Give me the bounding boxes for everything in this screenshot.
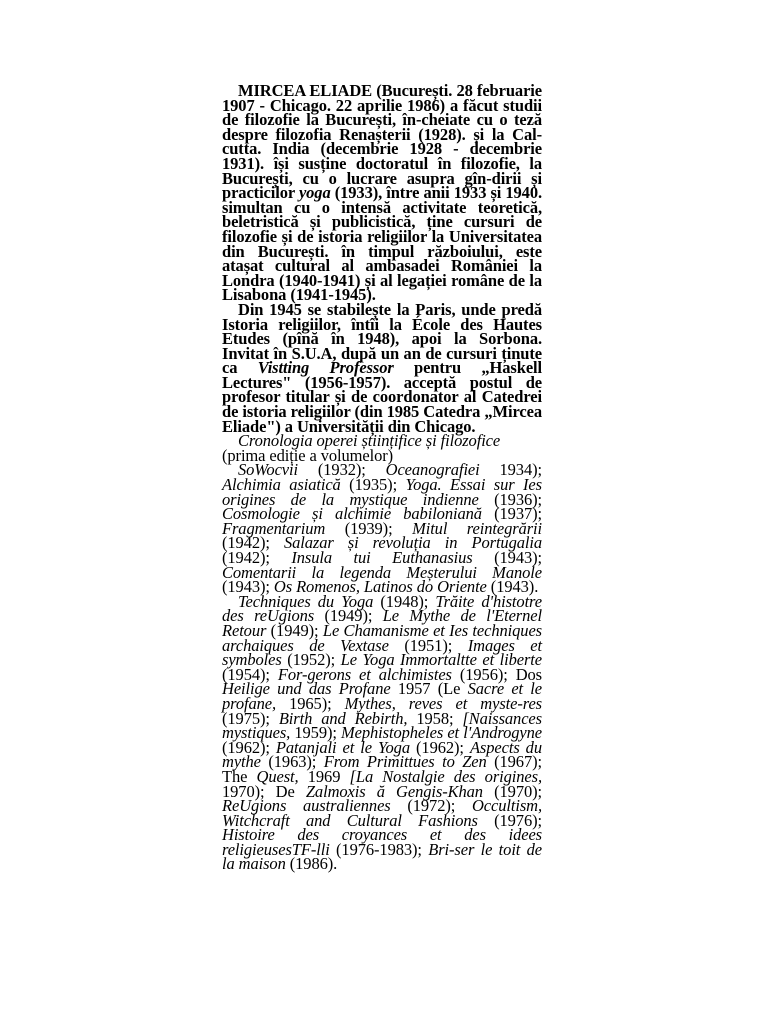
emphasized-text-run: [La Nostalgie des origines, — [349, 766, 542, 786]
text-run: 1965); — [276, 693, 345, 713]
emphasized-text-run: Zalmoxis ă Gengis-Khan — [305, 781, 483, 801]
emphasized-text-run: Cosmologie și alchimie babiloniană — [222, 504, 482, 524]
text-run: (1962); — [409, 737, 470, 757]
emphasized-text-run: Insula tui Euthanasius — [291, 548, 473, 567]
text-run: (1972); — [390, 796, 472, 816]
text-run: (1949); — [314, 606, 383, 626]
text-run: pentru „Haskell Lectures" (1956-1957). acceptă postul de profesor titular și de coordonator al Catedrei de istoria religiilor (din 1985 Catedra „Mircea Eliade") a Universității din Chicago. — [222, 358, 543, 436]
emphasized-text-run: Patanjali et le Yoga — [275, 737, 410, 757]
emphasized-text-run: Salazar și revoluția in Portugalia — [283, 533, 542, 553]
emphasized-text-run: Mephistopheles et l'Androgyne — [341, 723, 543, 743]
text-run: (1948); — [373, 591, 436, 611]
emphasized-text-run: Aspects du mythe — [222, 737, 542, 772]
works-list-paragraph-2 — [222, 591, 543, 874]
text-run: 1957 (Le — [390, 679, 468, 699]
text-run: Din 1945 se stabilește la Paris, unde predă Istoria religiilor, întîi la École des Hautes Etudes (pînă în 1948), apoi la Sorbona. Invitat în S.U.A, după un an de cursuri ținute ca — [222, 299, 542, 378]
emphasized-text-run: yoga — [298, 183, 331, 203]
text-run: (1976-1983); — [329, 839, 429, 859]
emphasized-text-run: Yoga. Essai sur Ies origines de la mystique indienne — [222, 475, 542, 509]
emphasized-text-run: Heilige und das Profane — [222, 679, 391, 699]
emphasized-text-run: Histoire des croyances et des idees religieusesTF-lli — [222, 825, 542, 859]
emphasized-text-run: Oceanografiei — [385, 460, 480, 480]
text-run: (1933), între anii 1933 și 1940. simultan cu o intensă activitate teoretică, beletristică și publicistică, ține cursuri de filozofie și de istoria religiilor la Universitatea din București. în timpul războiului, este atașat cultural al ambasadei României la Londra (1940-1941) și al legației române de la Lisabona (1941-1945). — [222, 183, 542, 305]
emphasized-text-run: Os Romenos, Latinos do Oriente — [273, 577, 487, 597]
text-run: (1951); — [388, 635, 468, 655]
emphasized-text-run: Quest, — [256, 766, 299, 786]
emphasized-text-run: Le Mythe de l'Eternel Retour — [222, 606, 542, 640]
emphasized-text-run: Bri-ser le toit de la maison — [222, 839, 543, 874]
text-run: 1958; — [407, 708, 463, 728]
emphasized-text-run: [Naissances mystiques, — [222, 708, 542, 743]
chronology-heading — [222, 431, 542, 465]
text-run: (1943); — [222, 577, 274, 597]
emphasized-text-run: Vistting Professor — [257, 358, 394, 378]
text-run: (1937); — [481, 504, 542, 524]
text-run: (1954); — [222, 664, 278, 684]
emphasized-text-run: SoWocvii — [238, 460, 298, 480]
text-run: (1956); Dos — [451, 664, 543, 684]
text-run: (1949); — [266, 620, 323, 640]
text-run: (1962); — [222, 737, 276, 757]
emphasized-text-run: Alchimia asiatică — [222, 475, 341, 495]
text-run: 1969 — [298, 766, 350, 786]
text-run: (1963); — [260, 752, 324, 772]
text-run: (1986). — [285, 854, 338, 874]
emphasized-text-run: Comentarii la legenda Meșterului Manole — [222, 562, 542, 582]
text-run: (1943). — [486, 577, 539, 597]
text-run: (1935); — [340, 475, 406, 495]
emphasized-text-run: Techniques du Yoga — [238, 591, 374, 611]
emphasized-text-run: Occultism, Witchcraft and Cultural Fashions — [222, 796, 542, 830]
emphasized-text-run: Fragmentarium — [222, 518, 326, 538]
biography-paragraph-2 — [222, 299, 543, 436]
text-run: (1942); — [222, 548, 292, 567]
text-run: 1959); — [290, 723, 342, 743]
text-run: (1970); — [482, 781, 542, 801]
emphasized-text-run: Sacre et le profane, — [222, 679, 542, 713]
emphasized-text-run: Le Yoga Immortaltte et liberte — [340, 650, 542, 670]
text-run: (1952); — [281, 650, 341, 670]
text-run: MIRCEA ELIADE (București. 28 februarie 1907 - Chicago. 22 aprilie 1986) a făcut studii de filozofie la București, în-cheiate cu o teză despre filozofia Renașterii (1928). și la Cal-cutta. India (decembrie 1928 - decembrie 1931). își susține doctoratul în filozofie, la București, cu o lucrare asupra gîn-dirii și practicilor — [222, 81, 542, 203]
text-run: (1943); — [472, 548, 542, 567]
text-run: 1934); — [479, 460, 542, 480]
emphasized-text-run: Birth and Rebirth, — [278, 708, 408, 728]
emphasized-text-run: Mitul reintegrării — [412, 518, 542, 538]
text-run: (1942); — [222, 533, 284, 553]
emphasized-text-run: Images et symboles — [222, 635, 542, 670]
emphasized-text-run: ReUgions australiennes — [222, 796, 391, 816]
text-run: (1932); — [298, 460, 386, 480]
text-run: (1936); — [478, 489, 542, 509]
text-run: (1939); — [325, 518, 413, 538]
text-run: (1976); — [477, 810, 542, 830]
emphasized-text-run: From Primittues to Zen — [323, 752, 487, 772]
emphasized-text-run: Le Chamanisme et Ies techniques archaiques de Vextase — [222, 620, 542, 655]
text-run: 1970); De — [222, 781, 306, 801]
text-column — [222, 81, 543, 874]
biography-paragraph-1 — [222, 81, 542, 305]
emphasized-text-run: Trăite d'histotre des reUgions — [222, 591, 542, 626]
text-run: (1967); The — [222, 752, 542, 786]
text-run: (1975); — [222, 708, 279, 728]
emphasized-text-run: For-gerons et alchimistes — [277, 664, 452, 684]
chronology-heading-italic: Cronologia operei științifice și filozofice — [238, 431, 501, 451]
works-list-paragraph-1 — [222, 460, 542, 597]
chronology-heading-plain: (prima ediție a volumelor) — [222, 445, 394, 465]
emphasized-text-run: Mythes, reves et myste-res — [344, 693, 542, 713]
